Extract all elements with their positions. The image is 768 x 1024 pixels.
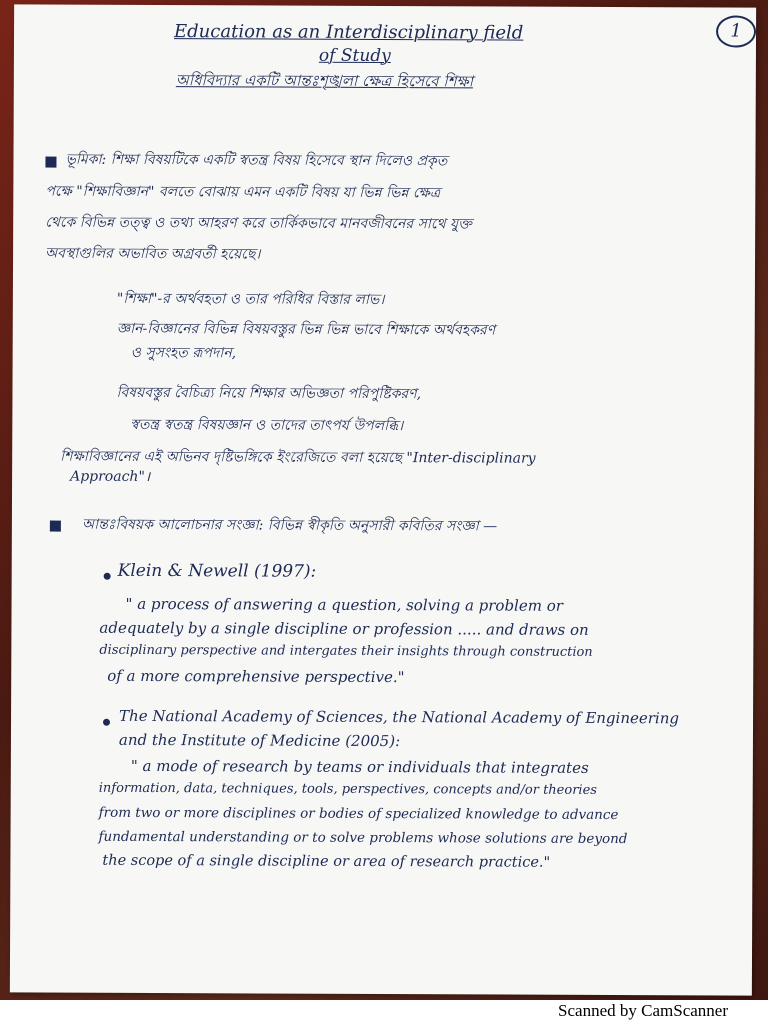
intro-line-2: পক্ষে "শিক্ষাবিজ্ঞান" বলতে বোঝায় এমন একটি বিষয় যা ভিন্ন ভিন্ন ক্ষেত্র [45,183,441,202]
section-bullet [45,157,56,168]
def2-source-line-2: and the Institute of Medicine (2005): [118,730,401,751]
def2-quote-line-1: " a mode of research by teams or individuals that integrates [130,756,589,777]
definitions-heading: আন্তঃবিষয়ক আলোচনার সংজ্ঞা: বিভিন্ন স্বীকৃতি অনুসারী কবিতির সংজ্ঞা — [81,516,498,535]
def2-quote-line-4: fundamental understanding or to solve problems whose solutions are beyond [98,828,628,848]
def1-quote-line-2: adequately by a single discipline or profession ..... and draws on [99,618,589,639]
intro-line-1: ভূমিকা: শিক্ষা বিষয়টিকে একটি স্বতন্ত্র বিষয় হিসেবে স্থান দিলেও প্রকৃত [65,151,448,170]
title-english-cont: of Study [318,45,391,67]
def2-quote-line-2: information, data, techniques, tools, perspectives, concepts and/or theories [98,780,598,798]
scanner-watermark: Scanned by CamScanner [558,1001,728,1020]
section-bullet [50,521,61,532]
title-english: Education as an Interdisciplinary field [173,21,524,44]
check-item-2-cont: ও সুসংহত রূপদান, [130,344,237,362]
scanner-footer [0,1000,768,1024]
list-bullet [103,719,110,726]
check-item-4: স্বতন্ত্র স্বতন্ত্র বিষয়জ্ঞান ও তাদের তাৎপর্য উপলব্ধি। [130,416,404,435]
check-item-1: "শিক্ষা"-র অর্থবহতা ও তার পরিধির বিস্তার লাভ। [116,290,385,309]
intro-line-4: অবস্থাগুলির অভাবিত অগ্রবর্তী হয়েছে। [45,245,261,263]
def1-source: Klein & Newell (1997): [117,560,317,582]
def2-quote-line-3: from two or more disciplines or bodies of specialized knowledge to advance [98,804,619,824]
def1-quote-line-3: disciplinary perspective and intergates their insights through construction [99,642,593,660]
list-bullet [104,573,111,580]
def1-quote-line-4: of a more comprehensive perspective." [107,666,405,687]
def2-quote-line-5: the scope of a single discipline or area of research practice." [102,852,551,871]
intro-line-3: থেকে বিভিন্ন তত্ত্ব ও তথ্য আহরণ করে তার্কিকভাবে মানবজীবনের সাথে যুক্ত [45,214,472,233]
def2-source-line-1: The National Academy of Sciences, the National Academy of Engineering [119,706,680,728]
closing-line-2: Approach"। [70,468,151,485]
notebook-page [10,4,756,995]
title-bengali: অধিবিদ্যার একটি আন্তঃশৃঙ্খলা ক্ষেত্র হিসেবে শিক্ষা [175,71,474,91]
page-number: 1 [716,15,756,47]
closing-line-1: শিক্ষাবিজ্ঞানের এই অভিনব দৃষ্টিভঙ্গিকে ইংরেজিতে বলা হয়েছে "Inter-disciplinary [60,448,536,467]
def1-quote-line-1: " a process of answering a question, solving a problem or [125,594,563,615]
check-item-2: জ্ঞান-বিজ্ঞানের বিভিন্ন বিষয়বস্তুর ভিন্ন ভিন্ন ভাবে শিক্ষাকে অর্থবহকরণ [116,320,496,339]
check-item-3: বিষয়বস্তুর বৈচিত্র্য নিয়ে শিক্ষার অভিজ্ঞতা পরিপুষ্টিকরণ, [116,384,422,403]
